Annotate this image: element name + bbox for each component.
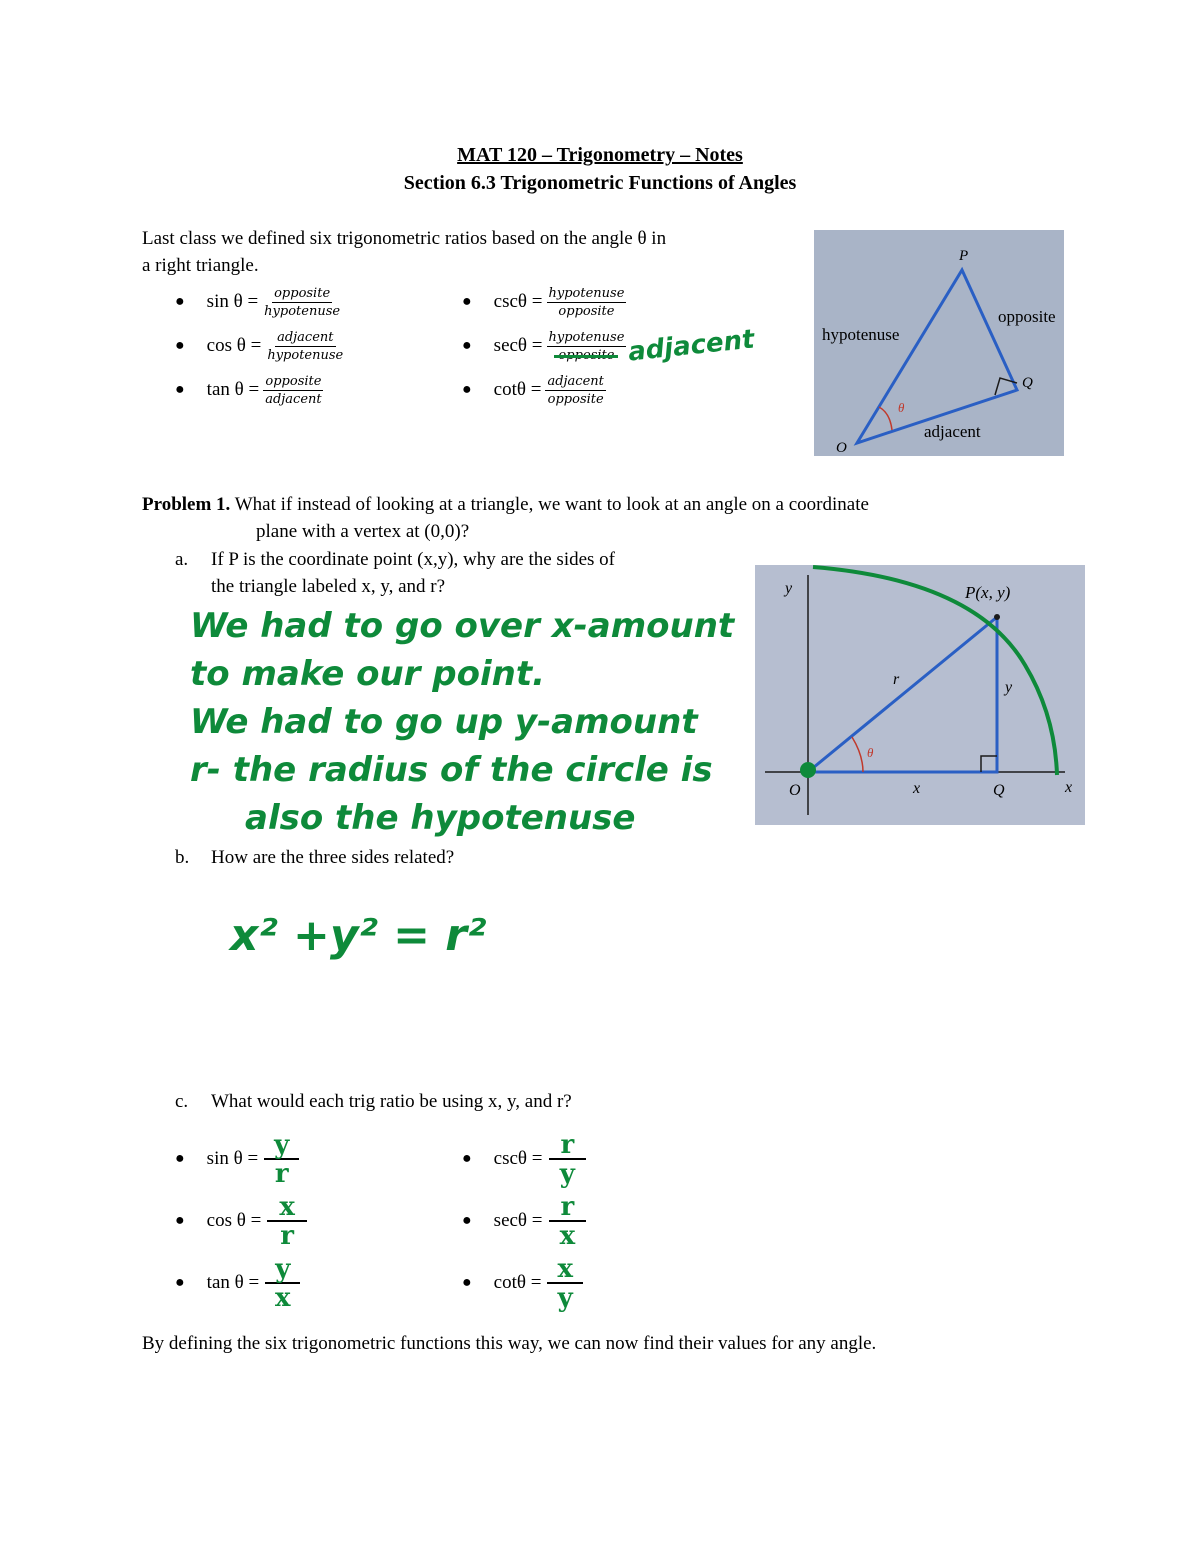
bullet: ● xyxy=(462,1274,472,1291)
bullet: ● xyxy=(462,381,472,398)
problem-text-2: plane with a vertex at (0,0)? xyxy=(256,521,470,542)
vertex-p-label: P xyxy=(959,248,969,264)
intro-line-2: a right triangle. xyxy=(142,255,259,276)
numerator: y xyxy=(264,1132,299,1160)
problem-label: Problem 1. xyxy=(142,494,231,515)
xyr-csc xyxy=(462,1128,586,1190)
angle-arc xyxy=(852,737,863,772)
bullet: ● xyxy=(462,1212,472,1229)
fraction xyxy=(545,374,605,407)
side-y-label: y xyxy=(1005,679,1013,696)
denominator: y xyxy=(559,1158,575,1189)
fn-label: secθ = xyxy=(493,335,543,356)
x-axis-label: x xyxy=(1065,779,1073,796)
fn-label: cotθ = xyxy=(493,1272,542,1293)
theta-label: θ xyxy=(898,400,905,415)
bullet: ● xyxy=(175,293,185,310)
fn-label: cscθ = xyxy=(493,1148,543,1169)
coordinate-figure xyxy=(755,565,1085,825)
hypotenuse-label: hypotenuse xyxy=(822,325,900,344)
answer-a-line: also the hypotenuse xyxy=(245,798,636,838)
adjacent-label: adjacent xyxy=(924,422,981,441)
fraction xyxy=(263,374,323,407)
denominator: opposite xyxy=(547,391,604,407)
fraction xyxy=(265,330,345,363)
part-b xyxy=(175,844,454,871)
ratio-cos xyxy=(175,324,345,368)
part-b-letter: b. xyxy=(175,847,190,868)
xyr-list-left xyxy=(175,1128,307,1314)
numerator: adjacent xyxy=(277,329,334,345)
handwritten-fraction xyxy=(549,1129,587,1189)
xyr-sec xyxy=(462,1190,586,1252)
part-c xyxy=(175,1088,572,1115)
bullet: ● xyxy=(175,1274,185,1291)
handwritten-fraction xyxy=(264,1129,299,1189)
part-a-line-2: the triangle labeled x, y, and r? xyxy=(211,576,446,597)
xyr-cot xyxy=(462,1252,586,1314)
ratio-list-right xyxy=(462,280,755,412)
part-a-line-1: If P is the coordinate point (x,y), why are the sides of xyxy=(211,549,616,570)
denominator: hypotenuse xyxy=(264,303,341,319)
angle-arc xyxy=(879,407,892,430)
fn-label: secθ = xyxy=(493,1210,543,1231)
problem-text-1: What if instead of looking at a triangle, we want to look at an angle on a coordinate xyxy=(234,494,869,515)
problem-1 xyxy=(142,491,1082,545)
ratio-sin xyxy=(175,280,345,324)
page-title: MAT 120 – Trigonometry – Notes xyxy=(457,144,743,166)
numerator: adjacent xyxy=(547,373,604,389)
numerator: opposite xyxy=(265,373,322,389)
bullet: ● xyxy=(175,1150,185,1167)
fraction xyxy=(547,286,627,319)
origin-dot xyxy=(800,762,816,778)
fn-label: sin θ = xyxy=(206,291,259,312)
bullet: ● xyxy=(462,293,472,310)
origin-label: O xyxy=(789,782,801,799)
numerator: opposite xyxy=(274,285,331,301)
ratio-csc xyxy=(462,280,755,324)
fn-label: cotθ = xyxy=(493,379,542,400)
xyr-tan xyxy=(175,1252,307,1314)
numerator: x xyxy=(547,1256,583,1284)
numerator: hypotenuse xyxy=(548,329,625,345)
denominator-crossed-out: opposite xyxy=(558,347,615,363)
denominator: y xyxy=(557,1282,573,1313)
answer-a-line: to make our point. xyxy=(190,654,546,694)
point-p-label: P(x, y) xyxy=(965,583,1011,602)
part-a-letter: a. xyxy=(175,549,189,570)
triangle-shape xyxy=(857,270,1017,443)
handwritten-radius-arc xyxy=(813,567,1057,775)
denominator: x xyxy=(559,1220,576,1251)
answer-a-line: r- the radius of the circle is xyxy=(190,750,713,790)
fn-label: cscθ = xyxy=(493,291,543,312)
xyr-list-right xyxy=(462,1128,586,1314)
numerator: x xyxy=(267,1194,307,1222)
side-x-label: x xyxy=(913,780,921,797)
numerator: y xyxy=(265,1256,300,1284)
handwritten-fraction xyxy=(265,1253,300,1313)
fn-label: tan θ = xyxy=(206,379,260,400)
fn-label: cos θ = xyxy=(206,1210,262,1231)
part-c-letter: c. xyxy=(175,1091,189,1112)
handwritten-fraction xyxy=(267,1191,307,1251)
handwritten-answer-a xyxy=(190,602,734,842)
denominator: adjacent xyxy=(265,391,322,407)
part-b-text: How are the three sides related? xyxy=(211,847,455,868)
denominator: x xyxy=(275,1282,291,1313)
handwritten-correction: adjacent xyxy=(627,324,757,368)
bullet: ● xyxy=(175,1212,185,1229)
denominator: opposite xyxy=(558,303,615,319)
answer-a-line: We had to go up y-amount xyxy=(190,702,698,742)
xyr-sin xyxy=(175,1128,307,1190)
point-p-dot xyxy=(994,614,1000,620)
coordinate-triangle xyxy=(808,617,997,772)
denominator: hypotenuse xyxy=(267,347,344,363)
numerator: hypotenuse xyxy=(548,285,625,301)
y-axis-label: y xyxy=(785,580,793,597)
bullet: ● xyxy=(462,337,472,354)
ratio-sec xyxy=(462,324,755,368)
triangle-diagram xyxy=(814,230,1064,456)
part-c-text: What would each trig ratio be using x, y, and r? xyxy=(211,1091,572,1112)
fn-label: tan θ = xyxy=(206,1272,260,1293)
r-label: r xyxy=(893,671,900,688)
ratio-list-left xyxy=(175,280,345,412)
denominator: r xyxy=(274,1158,289,1189)
part-a xyxy=(175,546,735,600)
numerator: r xyxy=(549,1132,587,1160)
theta-label: θ xyxy=(867,745,874,760)
handwritten-fraction xyxy=(547,1253,583,1313)
fraction xyxy=(547,330,627,363)
xyr-cos xyxy=(175,1190,307,1252)
ratio-cot xyxy=(462,368,755,412)
vertex-o-label: O xyxy=(836,440,847,456)
bullet: ● xyxy=(462,1150,472,1167)
numerator: r xyxy=(549,1194,587,1222)
right-angle-mark xyxy=(981,756,997,772)
coordinate-diagram xyxy=(755,565,1085,825)
triangle-figure xyxy=(814,230,1064,456)
handwritten-answer-b: x² +y² = r² xyxy=(230,910,487,961)
handwritten-fraction xyxy=(549,1191,587,1251)
ratio-tan xyxy=(175,368,345,412)
intro-text xyxy=(142,225,802,279)
closing-text: By defining the six trigonometric functions this way, we can now find their values for any angle. xyxy=(142,1333,877,1354)
denominator: r xyxy=(280,1220,294,1251)
q-label: Q xyxy=(993,782,1005,799)
vertex-q-label: Q xyxy=(1022,375,1033,391)
fraction xyxy=(262,286,342,319)
answer-a-line: We had to go over x-amount xyxy=(190,606,735,646)
section-title: Section 6.3 Trigonometric Functions of Angles xyxy=(403,172,797,194)
intro-line-1: Last class we defined six trigonometric ratios based on the angle θ in xyxy=(142,228,667,249)
opposite-label: opposite xyxy=(998,307,1056,326)
bullet: ● xyxy=(175,337,185,354)
fn-label: cos θ = xyxy=(206,335,262,356)
bullet: ● xyxy=(175,381,185,398)
fn-label: sin θ = xyxy=(206,1148,259,1169)
